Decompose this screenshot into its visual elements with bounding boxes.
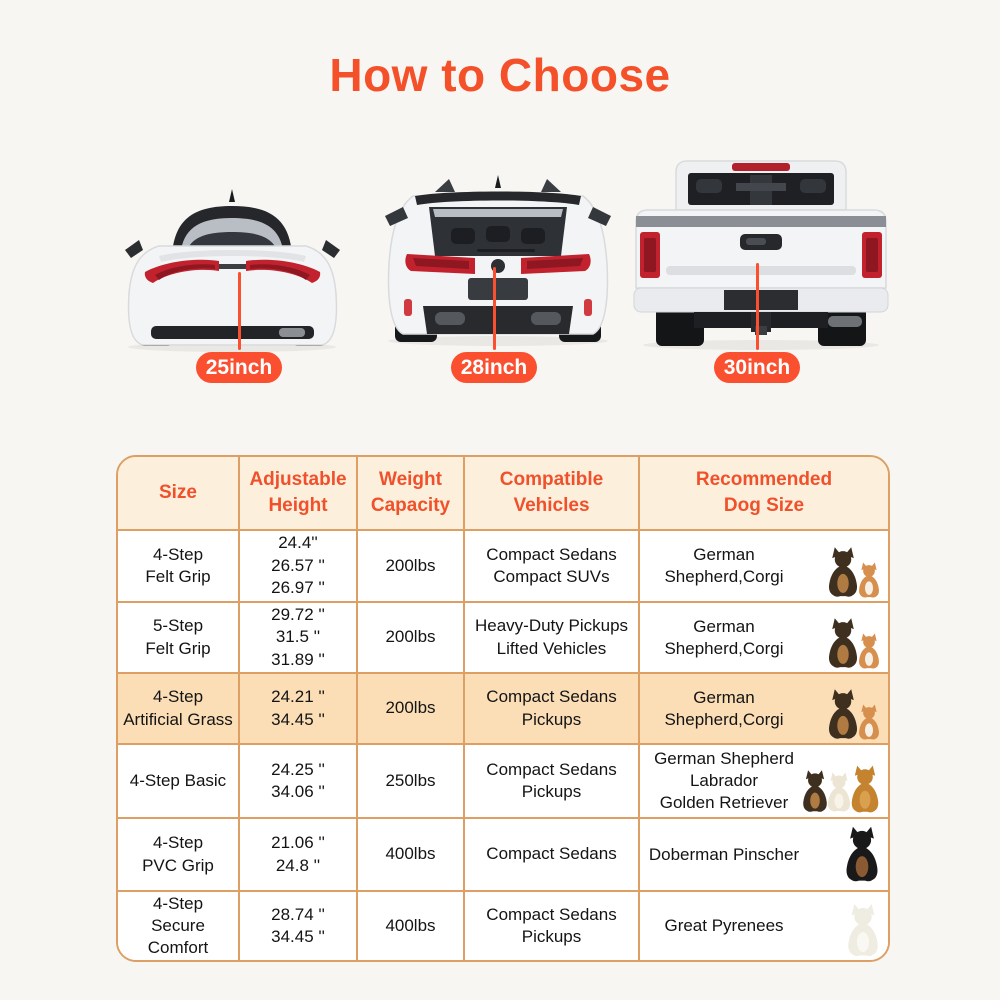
corgi-icon — [855, 633, 883, 669]
cell-size: 4-Step PVC Grip — [118, 819, 240, 892]
cell-capacity: 400lbs — [358, 892, 465, 960]
dog-size-text: German Shepherd,Corgi — [664, 544, 784, 586]
cell-vehicles: Compact Sedans Pickups — [465, 892, 640, 960]
sedan-measure-line — [238, 272, 241, 350]
cell-vehicles: Heavy-Duty Pickups Lifted Vehicles — [465, 603, 640, 674]
header-adjustable-height: Adjustable Height — [240, 457, 358, 531]
corgi-icon — [855, 562, 883, 598]
dog-images — [850, 903, 883, 957]
sedan-rear-illustration — [115, 176, 350, 354]
great-pyrenees-icon — [843, 903, 883, 957]
dog-size-text: Great Pyrenees — [664, 915, 784, 935]
cell-capacity: 200lbs — [358, 531, 465, 603]
cell-capacity: 250lbs — [358, 745, 465, 819]
cell-height: 24.21 '' 34.45 '' — [240, 674, 358, 745]
cell-capacity: 200lbs — [358, 603, 465, 674]
pickup-measure-line — [756, 263, 759, 350]
cell-height: 21.06 '' 24.8 '' — [240, 819, 358, 892]
cell-height: 24.25 '' 34.06 '' — [240, 745, 358, 819]
dog-images — [848, 821, 883, 887]
dog-images — [831, 546, 883, 598]
header-compatible-vehicles: Compatible Vehicles — [465, 457, 640, 531]
dog-size-text: German Shepherd,Corgi — [664, 616, 784, 658]
dog-size-text: German Shepherd Labrador Golden Retriever — [654, 748, 794, 813]
cell-size: 4-Step Basic — [118, 745, 240, 819]
cell-vehicles: Compact Sedans — [465, 819, 640, 892]
cell-size: 5-Step Felt Grip — [118, 603, 240, 674]
cell-height: 24.4'' 26.57 '' 26.97 '' — [240, 531, 358, 603]
suv-rear-illustration — [379, 150, 617, 348]
corgi-icon — [855, 704, 883, 740]
pickup-rear-illustration — [632, 146, 890, 352]
cell-capacity: 400lbs — [358, 819, 465, 892]
cell-height: 28.74 '' 34.45 '' — [240, 892, 358, 960]
cell-size: 4-Step Felt Grip — [118, 531, 240, 603]
golden-retriever-icon — [847, 764, 883, 814]
cell-dogs — [640, 531, 888, 603]
cell-size: 4-Step Secure Comfort — [118, 892, 240, 960]
doberman-pinscher-icon — [841, 821, 883, 887]
header-size: Size — [118, 457, 240, 531]
comparison-table — [116, 455, 890, 962]
cell-vehicles: Compact Sedans Compact SUVs — [465, 531, 640, 603]
dog-images — [831, 688, 883, 740]
dog-images — [831, 617, 883, 669]
cell-size: 4-Step Artificial Grass — [118, 674, 240, 745]
cell-capacity: 200lbs — [358, 674, 465, 745]
sedan-height-label: 25inch — [196, 352, 282, 383]
header-recommended-dog-size: Recommended Dog Size — [640, 457, 888, 531]
dog-images — [806, 764, 883, 814]
cell-dogs — [640, 819, 888, 892]
cell-vehicles: Compact Sedans Pickups — [465, 745, 640, 819]
suv-height-label: 28inch — [451, 352, 537, 383]
page-title: How to Choose — [329, 49, 671, 101]
dog-size-text: German Shepherd,Corgi — [664, 687, 784, 729]
pickup-height-label: 30inch — [714, 352, 800, 383]
cell-height: 29.72 '' 31.5 '' 31.89 '' — [240, 603, 358, 674]
suv-measure-line — [493, 267, 496, 350]
cell-dogs — [640, 674, 888, 745]
cell-vehicles: Compact Sedans Pickups — [465, 674, 640, 745]
header-weight-capacity: Weight Capacity — [358, 457, 465, 531]
cell-dogs — [640, 603, 888, 674]
cell-dogs — [640, 745, 888, 819]
dog-size-text: Doberman Pinscher — [648, 844, 800, 864]
cell-dogs — [640, 892, 888, 960]
